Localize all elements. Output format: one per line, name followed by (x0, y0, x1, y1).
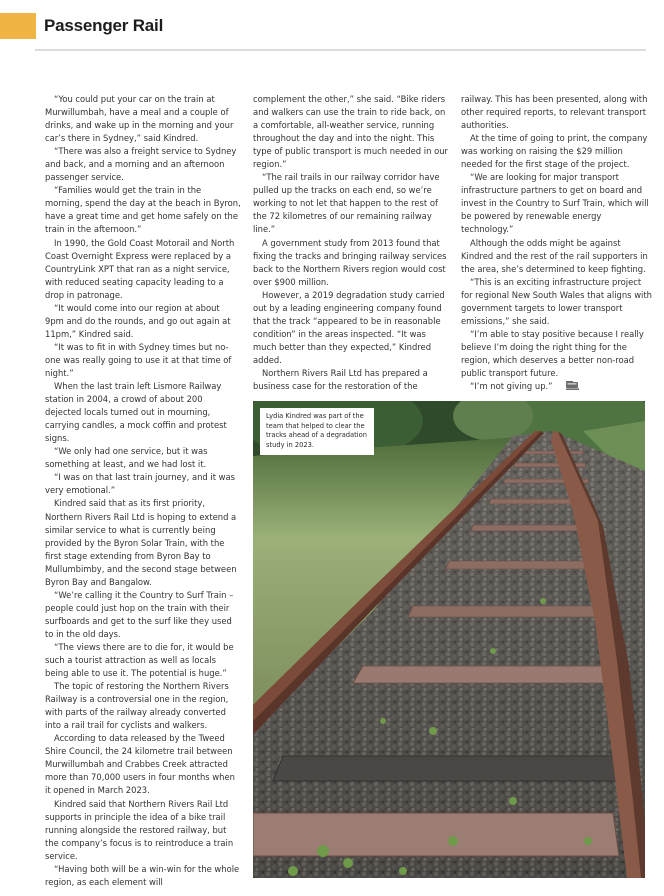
paragraph: “It was to fit in with Sydney times but no-one was really going to use it at that time of night.” (45, 341, 232, 378)
article-column-3 (461, 93, 655, 393)
section-title: Passenger Rail (44, 16, 164, 35)
closing-quote: “I’m not giving up.” (470, 381, 553, 392)
paragraph: “It would come into our region at about 9pm and do the rounds, and go out again at 11pm,” Kindred said. (45, 302, 231, 339)
paragraph: “There was also a freight service to Sydney and back, and a morning and an afternoon passenger service. (45, 146, 237, 183)
paragraph: “We are looking for major transport infrastructure partners to get on board and invest in the Country to Surf Train, which will be powered by renewable energy technology.” (461, 172, 649, 235)
paragraph-continued: railway. This has been presented, along with other required reports, to relevant transport authorities. (461, 94, 648, 131)
paragraph: “We only had one service, but it was something at least, and we had lost it. (45, 446, 208, 470)
paragraph: At the time of going to print, the company was working on raising the $29 million needed for the first stage of the project. (461, 133, 648, 170)
paragraph: The topic of restoring the Northern Rivers Railway is a controversial one in the region, with parts of the railway already converted into a rail trail for cyclists and walkers. (45, 681, 229, 731)
title-divider (35, 49, 646, 51)
paragraph: “Families would get the train in the morning, spend the day at the beach in Byron, have a great time and get home safely on the train in the afternoon.” (45, 185, 241, 235)
article-column-2 (253, 93, 449, 393)
paragraph: However, a 2019 degradation study carried out by a leading engineering company found that the track “appeared to be in reasonable condition” in the areas inspected. “It was much better than they expected,” Kindred added. (253, 289, 445, 365)
paragraph: Although the odds might be against Kindred and the rest of the rail supporters in the area, she’s determined to keep fighting. (461, 237, 648, 274)
paragraph: When the last train left Lismore Railway station in 2004, a crowd of about 200 dejected locals turned out in mourning, carrying candles, a mock coffin and protest signs. (45, 381, 227, 444)
paragraph: “I was on that last train journey, and it was very emotional.” (45, 472, 235, 496)
paragraph: A government study from 2013 found that fixing the tracks and bringing railway services back to the Northern Rivers region would cost over $900 million. (253, 237, 447, 287)
paragraph: “I’m able to stay positive because I really believe I’m doing the right thing for the region, which deserves a better non-road public transport future. (461, 328, 644, 378)
railway-track-photo (253, 401, 645, 878)
section-accent-block (0, 13, 36, 39)
paragraph: “The rail trails in our railway corridor have pulled up the tracks on each end, so we’re working to not let that happen to the rest of the 72 kilometres of our remaining railway line.” (253, 172, 440, 235)
railway-track-image (253, 401, 645, 878)
paragraph: Northern Rivers Rail Ltd has prepared a business case for the restoration of the (253, 367, 428, 392)
paragraph: “We’re calling it the Country to Surf Train – people could just hop on the train with their surfboards and get to the surf like they used to in the old days. (45, 589, 234, 639)
paragraph: Kindred said that Northern Rivers Rail Ltd supports in principle the idea of a bike trail running alongside the restored railway, but the company’s focus is to reintroduce a train service. (45, 798, 234, 861)
paragraph-continued: complement the other,” she said. “Bike riders and walkers can use the train to ride back, on a comfortable, all-weather service, running throughout the day and into the night. This type of public transport is much needed in our region.” (253, 94, 448, 170)
closing-paragraph (461, 380, 655, 393)
paragraph: Kindred said that as its first priority, Northern Rivers Rail Ltd is hoping to extend a similar service to what is currently being provided by the Byron Solar Train, with the first stage extending from Byron Bay to Mullumbimby, and the second stage between Byron Bay and Bangalow. (45, 498, 237, 587)
paragraph: In 1990, the Gold Coast Motorail and North Coast Overnight Express were replaced by a CountryLink XPT that ran as a night service, with reduced seating capacity leading to a drop in patronage. (45, 237, 235, 300)
paragraph: “Having both will be a win-win for the whole region, as each element will (45, 863, 240, 887)
paragraph: “The views there are to die for, it would be such a tourist attraction as well as locals being able to use it. The potential is huge.” (45, 641, 234, 679)
article-column-1 (45, 93, 241, 889)
paragraph: According to data released by the Tweed Shire Council, the 24 kilometre trail between Murwillumbah and Crabbes Creek attracted more than 70,000 users in four months when it opened in March 2023. (45, 733, 235, 796)
train-end-mark-icon (557, 381, 570, 390)
photo-caption: Lydia Kindred was part of the team that helped to clear the tracks ahead of a degradation study in 2023. (260, 408, 374, 455)
paragraph: “You could put your car on the train at Murwillumbah, have a meal and a couple of drinks, and wake up in the morning and your car’s there in Sydney,” said Kindred. (45, 94, 234, 144)
paragraph: “This is an exciting infrastructure project for regional New South Wales that aligns with government targets to lower transport emissions,” she said. (461, 276, 652, 326)
